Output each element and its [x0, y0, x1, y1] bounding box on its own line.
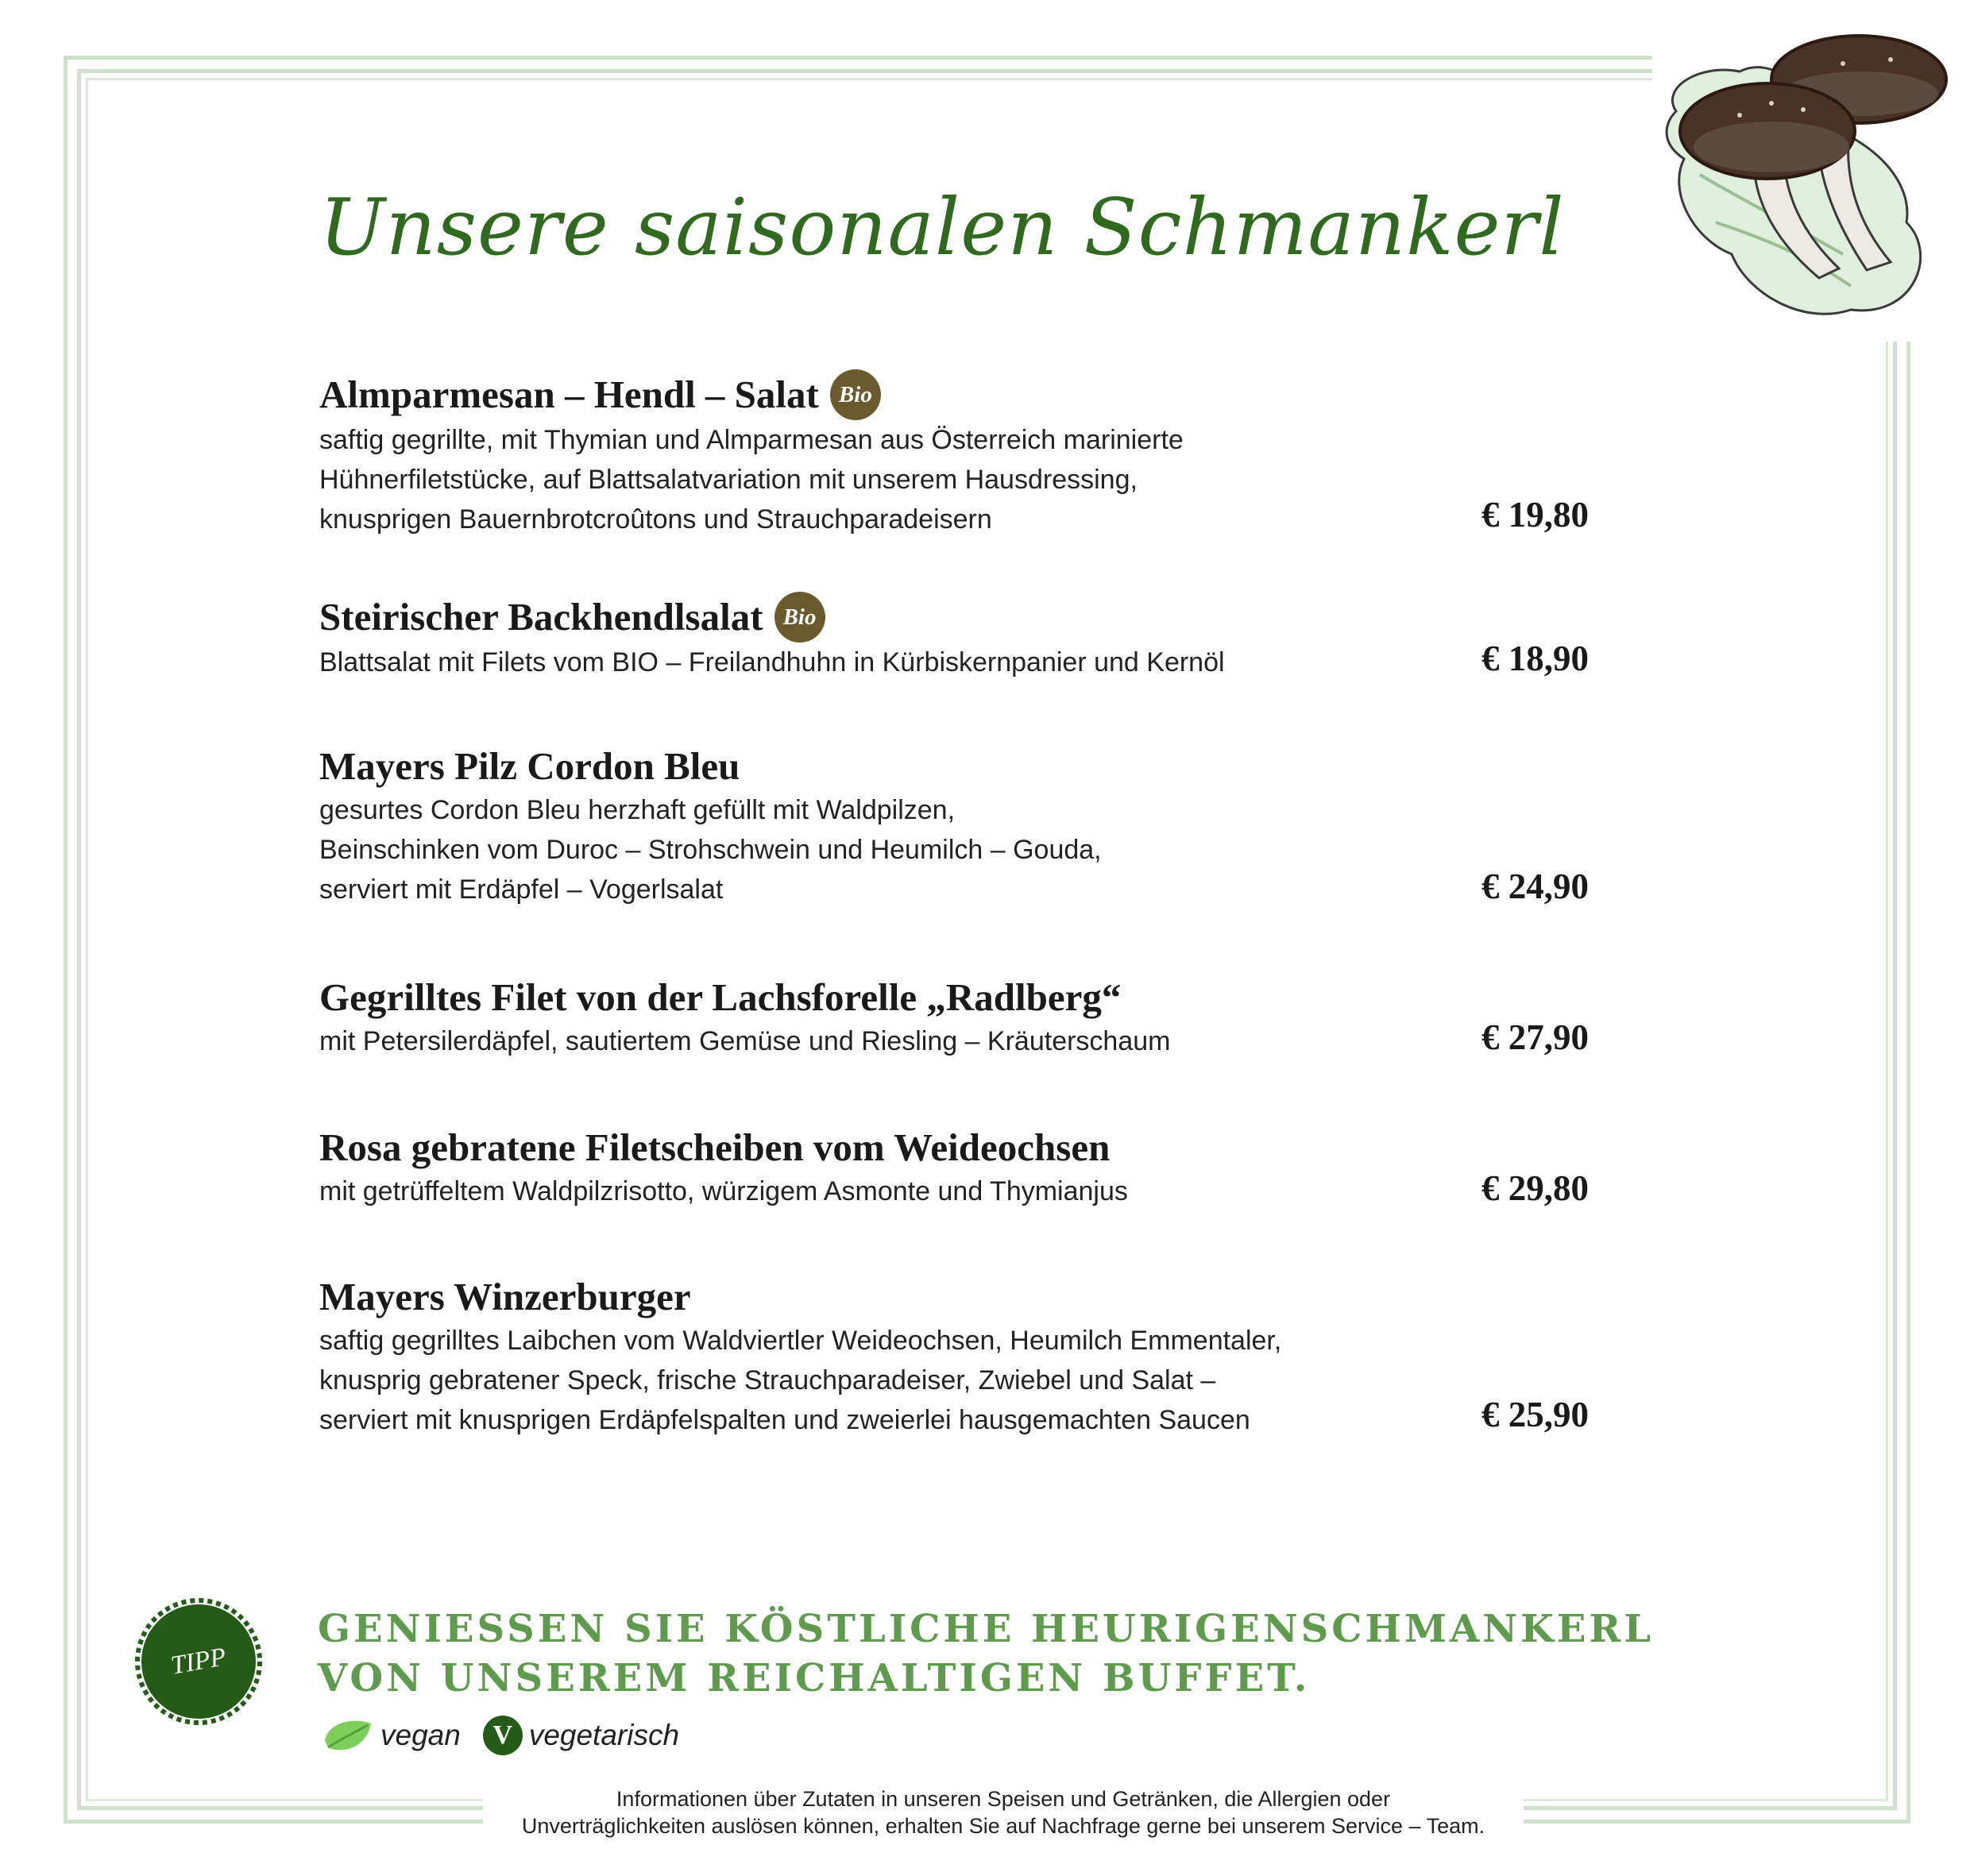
allergen-note: Informationen über Zutaten in unseren Speisen und Getränken, die Allergien oder Unverträglichkeiten auslösen können, erhalten Sie auf Nachfrage gerne bei unserem Service – Team. [521, 1787, 1485, 1838]
leaf-icon [322, 1716, 374, 1755]
menu-item-description: mit Petersilerdäpfel, sautiertem Gemüse und Riesling – Kräuterschaum [319, 1026, 1171, 1056]
menu-item-name: Mayers Pilz Cordon Bleu [319, 744, 740, 788]
menu-item-name: Steirischer Backhendlsalat Bio [319, 592, 1630, 643]
menu-item [319, 1273, 1630, 1440]
menu-item [319, 1124, 1630, 1211]
tipp-label: TIPP [168, 1642, 229, 1681]
vegan-label: vegan [380, 1719, 461, 1751]
menu-item-price: € 24,90 [1481, 867, 1589, 906]
tipp-badge [135, 1598, 262, 1725]
bio-badge: Bio [830, 369, 881, 420]
menu-item [319, 369, 1630, 539]
buffet-tip: GENIESSEN SIE KÖSTLICHE HEURIGENSCHMANKERL VON UNSEREM REICHALTIGEN BUFFET. [318, 1607, 1655, 1700]
mushroom-illustration [1652, 16, 1954, 334]
v-circle-icon: V [483, 1716, 523, 1755]
menu-item-description: Blattsalat mit Filets vom BIO – Freilandhuhn in Kürbiskernpanier und Kernöl [319, 647, 1225, 677]
menu-item-description: saftig gegrilltes Laibchen vom Waldviertler Weideochsen, Heumilch Emmentaler, knusprig gebratener Speck, frische Strauchparadeiser, Zwiebel und Salat – serviert mit knusprigen Erdäpfelspalten und zweierlei hausgemachten Saucen [319, 1326, 1282, 1435]
menu-item-price: € 18,90 [1481, 639, 1589, 678]
menu-item-name: Mayers Winzerburger [319, 1275, 691, 1318]
bio-badge: Bio [774, 592, 825, 643]
menu-item-price: € 25,90 [1481, 1395, 1589, 1434]
page-title: Unsere saisonalen Schmankerl [319, 183, 1565, 273]
menu-item-price: € 29,80 [1481, 1168, 1589, 1208]
menu-item-name: Rosa gebratene Filetscheiben vom Weideochsen [319, 1125, 1111, 1169]
menu-item-name: Gegrilltes Filet von der Lachsforelle „Radlberg“ [319, 975, 1122, 1019]
menu-frame-inner [86, 78, 1888, 1801]
menu-item-description: mit getrüffeltem Waldpilzrisotto, würzigem Asmonte und Thymianjus [319, 1176, 1128, 1206]
vegetarian-label: vegetarisch [528, 1719, 680, 1751]
menu-item [319, 974, 1630, 1061]
diet-legend [322, 1716, 701, 1755]
menu-item-name: Almparmesan – Hendl – Salat Bio [319, 369, 1630, 420]
menu-item-price: € 27,90 [1481, 1017, 1589, 1057]
menu-item-price: € 19,80 [1481, 495, 1589, 535]
menu-item-description: gesurtes Cordon Bleu herzhaft gefüllt mit Waldpilzen, Beinschinken vom Duroc – Strohschwein und Heumilch – Gouda, serviert mit Erdäpfel – Vogerlsalat [319, 795, 1102, 905]
menu-item-description: saftig gegrillte, mit Thymian und Almparmesan aus Österreich marinierte Hühnerfiletstücke, auf Blattsalatvariation mit unserem Hausdressing, knusprigen Bauernbrotcroûtons und Strauchparadeisern [319, 425, 1184, 535]
menu-item [319, 743, 1630, 909]
menu-item [319, 592, 1630, 682]
